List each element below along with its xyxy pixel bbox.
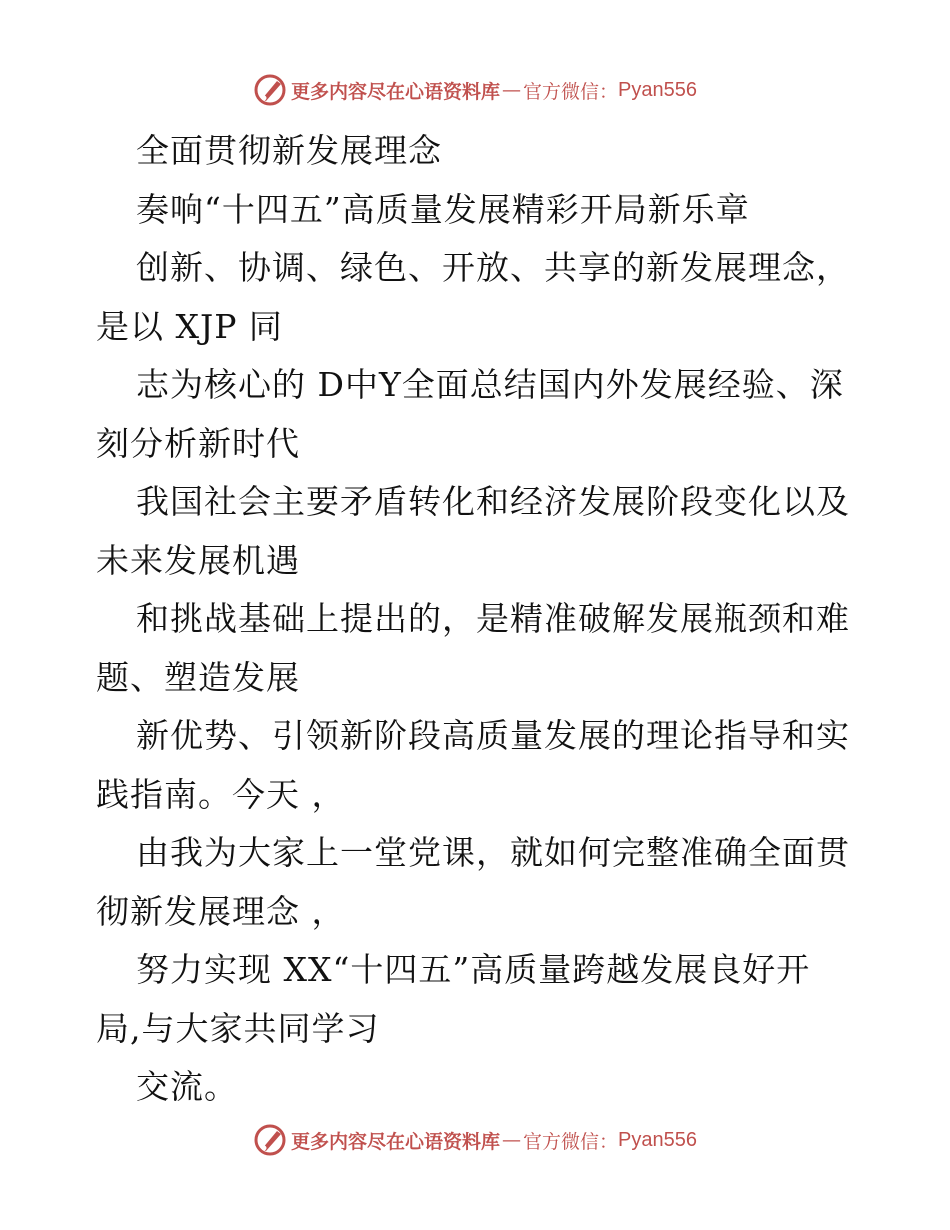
footer-separator: — (502, 1129, 522, 1151)
paragraph-line: 局,与大家共同学习 (96, 1008, 380, 1048)
paragraph-line: 是以 XJP 同 (96, 306, 283, 346)
paragraph-line: 交流。 (136, 1067, 238, 1106)
footer-wechat-id: Pyan556 (618, 1128, 697, 1151)
paragraph-line: 我国社会主要矛盾转化和经济发展阶段变化以及 (136, 482, 850, 521)
header-watermark (0, 70, 950, 110)
paragraph-line: 新优势、引领新阶段高质量发展的理论指导和实 (136, 716, 850, 755)
paragraph-line: 未来发展机遇 (96, 540, 300, 580)
pen-logo-icon (253, 73, 287, 107)
paragraph-line: 彻新发展理念 ， (96, 891, 346, 931)
pen-logo-icon (253, 1123, 287, 1157)
paragraph-line: 题、塑造发展 (96, 657, 300, 697)
doc-title: 全面贯彻新发展理念 (136, 131, 442, 170)
footer-wechat-label: 官方微信： (523, 1130, 619, 1153)
paragraph-line: 刻分析新时代 (96, 423, 300, 463)
paragraph-line: 由我为大家上一堂党课，就如何完整准确全面贯 (136, 833, 850, 872)
header-wechat-label: 官方微信： (523, 80, 619, 103)
header-separator: — (502, 79, 522, 101)
header-site-name: 更多内容尽在心语资料库 (291, 80, 501, 103)
paragraph-line: 努力实现 XX“十四五”高质量跨越发展良好开 (136, 950, 811, 989)
footer-site-name: 更多内容尽在心语资料库 (291, 1130, 501, 1153)
paragraph-line: 创新、协调、绿色、开放、共享的新发展理念， (136, 248, 850, 287)
document-body (96, 122, 866, 1117)
paragraph-line: 践指南。今天 ， (96, 774, 346, 814)
paragraph-line: 和挑战基础上提出的，是精准破解发展瓶颈和难 (136, 599, 850, 638)
doc-subtitle: 奏响“十四五”高质量发展精彩开局新乐章 (136, 189, 750, 229)
footer-watermark (0, 1120, 950, 1160)
header-wechat-id: Pyan556 (618, 78, 697, 101)
paragraph-line: 志为核心的 D中Y全面总结国内外发展经验、深 (136, 365, 844, 404)
